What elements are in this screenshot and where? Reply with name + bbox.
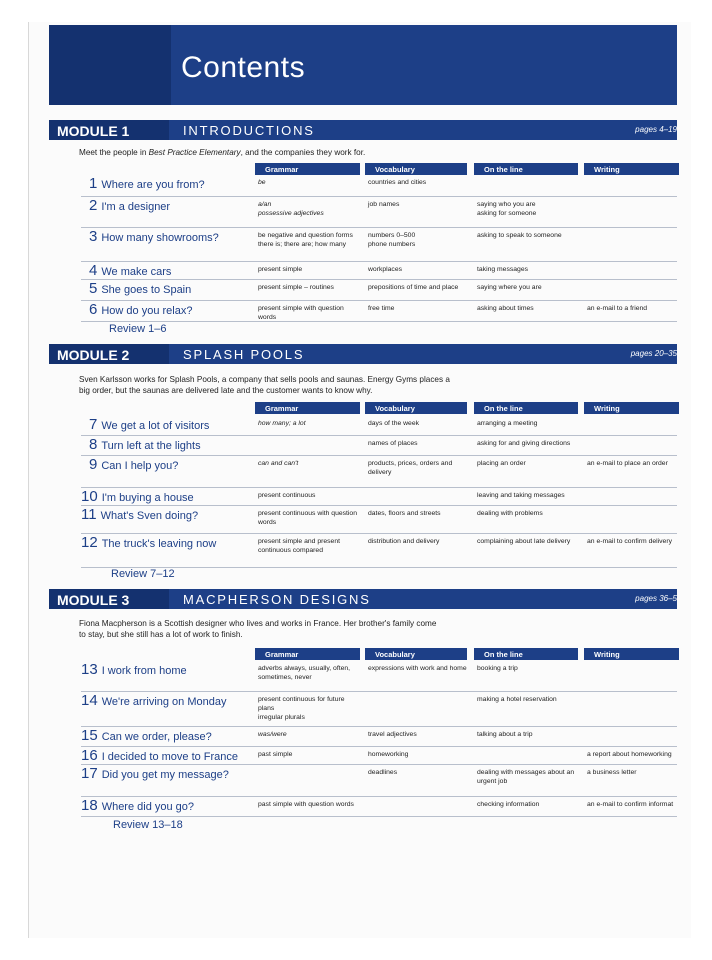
column-header-grammar [255, 648, 360, 660]
unit-on-the-line: booking a trip [477, 665, 518, 672]
unit-vocabulary: travel adjectives [368, 731, 417, 738]
unit-grammar: present simple with question words [258, 305, 344, 321]
unit-title[interactable] [81, 765, 229, 783]
unit-name: Where did you go? [101, 801, 195, 813]
unit-on-the-line: talking about a trip [477, 731, 533, 738]
column-header-label: Grammar [265, 650, 299, 659]
module-intro [79, 618, 439, 640]
unit-title[interactable] [81, 692, 226, 710]
unit-vocabulary: products, prices, orders and delivery [368, 460, 453, 476]
unit-title[interactable] [89, 228, 219, 246]
unit-number: 11 [81, 506, 97, 523]
unit-name: I'm buying a house [101, 492, 194, 504]
unit-vocabulary: deadlines [368, 769, 398, 776]
column-header-label: Grammar [265, 404, 299, 413]
unit-vocabulary: dates, floors and streets [368, 510, 441, 517]
unit-name: Where are you from? [101, 179, 205, 191]
column-header-on-the-line [474, 402, 578, 414]
module-pages: pages 4–19 [635, 125, 677, 134]
unit-on-the-line: saying where you are [477, 284, 542, 291]
unit-title[interactable] [89, 197, 170, 215]
unit-title[interactable] [81, 747, 238, 765]
unit-on-the-line: complaining about late delivery [477, 538, 571, 545]
unit-writing: a business letter [587, 769, 637, 776]
module-header [49, 589, 677, 609]
column-header-grammar [255, 402, 360, 414]
unit-name: We make cars [101, 266, 172, 278]
unit-title[interactable] [81, 534, 216, 552]
unit-number: 4 [89, 262, 98, 279]
column-header-label: On the line [484, 165, 523, 174]
module-pages: pages 20–35 [630, 349, 677, 358]
unit-title[interactable] [89, 175, 205, 193]
module-number-block [49, 344, 169, 364]
unit-name: I work from home [101, 665, 187, 677]
unit-on-the-line: saying who you are asking for someone [477, 201, 537, 217]
column-header-writing [584, 648, 679, 660]
unit-on-the-line: making a hotel reservation [477, 696, 557, 703]
unit-grammar: can and can't [258, 460, 299, 467]
unit-vocabulary: expressions with work and home [368, 665, 467, 672]
unit-number: 7 [89, 416, 98, 433]
unit-title[interactable] [89, 262, 171, 280]
module-intro-text: Fiona Macpherson is a Scottish designer who lives and works in France. Her brother's family come to stay, but she still has a lot of work to finish. [79, 619, 437, 639]
unit-number: 15 [81, 727, 98, 744]
banner-dark-block [49, 25, 171, 105]
unit-title[interactable] [89, 301, 192, 319]
contents-page [28, 22, 691, 938]
unit-vocabulary: free time [368, 305, 395, 312]
module-name: INTRODUCTIONS [183, 123, 315, 138]
module-intro-text: Meet the people in [79, 148, 149, 157]
unit-on-the-line: taking messages [477, 266, 529, 273]
unit-number: 6 [89, 301, 98, 318]
unit-on-the-line: dealing with messages about an urgent job [477, 769, 575, 785]
module-name: MACPHERSON DESIGNS [183, 592, 371, 607]
unit-name: The truck's leaving now [101, 538, 217, 550]
module-number-block [49, 589, 169, 609]
unit-name: We get a lot of visitors [101, 420, 210, 432]
unit-title[interactable] [89, 280, 191, 298]
module-label: MODULE 3 [57, 592, 130, 608]
column-header-label: Writing [594, 650, 620, 659]
unit-grammar: adverbs always, usually, often, sometimes, never [258, 665, 351, 681]
unit-vocabulary: workplaces [368, 266, 402, 273]
module-name: SPLASH POOLS [183, 347, 305, 362]
column-header-label: On the line [484, 404, 523, 413]
unit-number: 10 [81, 488, 98, 505]
unit-title[interactable] [89, 456, 178, 474]
unit-name: I'm a designer [101, 201, 171, 213]
unit-grammar: was/were [258, 731, 287, 738]
column-header-vocabulary [365, 402, 467, 414]
unit-grammar: present simple – routines [258, 284, 334, 291]
unit-number: 9 [89, 456, 98, 473]
unit-on-the-line: checking information [477, 801, 540, 808]
unit-grammar: present continuous with question words [258, 510, 357, 526]
unit-vocabulary: homeworking [368, 751, 409, 758]
unit-on-the-line: arranging a meeting [477, 420, 538, 427]
unit-on-the-line: dealing with problems [477, 510, 543, 517]
column-header-label: Vocabulary [375, 404, 415, 413]
unit-name: Can I help you? [101, 460, 179, 472]
unit-writing: an e-mail to confirm informat [587, 801, 674, 808]
unit-number: 1 [89, 175, 98, 192]
column-header-label: Grammar [265, 165, 299, 174]
unit-grammar: present continuous [258, 492, 316, 499]
column-header-label: Vocabulary [375, 165, 415, 174]
unit-name: I decided to move to France [101, 751, 239, 763]
module-intro [79, 374, 459, 396]
unit-grammar: present simple [258, 266, 303, 273]
module-review[interactable]: Review 13–18 [113, 819, 183, 831]
unit-name: She goes to Spain [101, 284, 192, 296]
unit-grammar: be negative and question forms there is; there are; how many [258, 232, 353, 248]
contents-banner [49, 25, 677, 105]
unit-writing: an e-mail to confirm delivery [587, 538, 672, 545]
module-review[interactable]: Review 7–12 [111, 568, 175, 580]
unit-name: How many showrooms? [101, 232, 219, 244]
unit-on-the-line: asking about times [477, 305, 534, 312]
column-header-label: On the line [484, 650, 523, 659]
module-intro [79, 147, 479, 158]
unit-name: How do you relax? [101, 305, 193, 317]
unit-number: 16 [81, 747, 98, 764]
unit-number: 12 [81, 534, 98, 551]
column-header-on-the-line [474, 648, 578, 660]
unit-vocabulary: names of places [368, 440, 418, 447]
module-review[interactable]: Review 1–6 [109, 323, 167, 335]
unit-number: 3 [89, 228, 98, 245]
unit-number: 13 [81, 661, 98, 678]
unit-number: 8 [89, 436, 98, 453]
unit-writing: an e-mail to a friend [587, 305, 648, 312]
unit-on-the-line: asking to speak to someone [477, 232, 562, 239]
unit-title[interactable] [81, 661, 187, 679]
unit-on-the-line: asking for and giving directions [477, 440, 571, 447]
column-header-label: Writing [594, 404, 620, 413]
module-header [49, 344, 677, 364]
unit-on-the-line: placing an order [477, 460, 526, 467]
unit-name: We're arriving on Monday [101, 696, 227, 708]
unit-name: Turn left at the lights [101, 440, 201, 452]
unit-vocabulary: numbers 0–500 phone numbers [368, 232, 416, 248]
unit-vocabulary: days of the week [368, 420, 420, 427]
module-header [49, 120, 677, 140]
unit-title[interactable] [89, 416, 209, 434]
column-header-label: Writing [594, 165, 620, 174]
unit-grammar: present simple and present continuous compared [258, 538, 340, 554]
unit-name: Can we order, please? [101, 731, 212, 743]
unit-title[interactable] [81, 488, 194, 506]
module-pages: pages 36–5 [635, 594, 677, 603]
unit-grammar: past simple with question words [258, 801, 354, 808]
module-intro-text: Sven Karlsson works for Splash Pools, a company that sells pools and saunas. Energy Gyms places a big order, but the saunas are delivered late and the customer wants to know why. [79, 375, 450, 395]
unit-vocabulary: countries and cities [368, 179, 427, 186]
unit-number: 17 [81, 765, 98, 782]
unit-number: 2 [89, 197, 98, 214]
column-header-vocabulary [365, 648, 467, 660]
unit-grammar: be [258, 179, 266, 186]
module-intro-text: , and the companies they work for. [240, 148, 366, 157]
unit-vocabulary: prepositions of time and place [368, 284, 459, 291]
unit-name: What's Sven doing? [100, 510, 199, 522]
page-title: Contents [181, 51, 306, 84]
module-label: MODULE 2 [57, 347, 130, 363]
module-number-block [49, 120, 169, 140]
unit-title[interactable] [81, 797, 194, 815]
column-header-label: Vocabulary [375, 650, 415, 659]
unit-number: 5 [89, 280, 98, 297]
unit-title[interactable] [81, 727, 212, 745]
unit-grammar: present continuous for future plans irregular plurals [258, 696, 345, 721]
unit-vocabulary: job names [368, 201, 400, 208]
module-label: MODULE 1 [57, 123, 130, 139]
unit-grammar: how many; a lot [258, 420, 306, 427]
unit-vocabulary: distribution and delivery [368, 538, 440, 545]
unit-grammar: past simple [258, 751, 293, 758]
unit-writing: a report about homeworking [587, 751, 672, 758]
unit-on-the-line: leaving and taking messages [477, 492, 565, 499]
unit-number: 18 [81, 797, 98, 814]
column-header-writing [584, 402, 679, 414]
unit-number: 14 [81, 692, 98, 709]
module-intro-text: Best Practice Elementary [148, 148, 241, 157]
unit-title[interactable] [89, 436, 201, 454]
unit-title[interactable] [81, 506, 198, 524]
unit-writing: an e-mail to place an order [587, 460, 668, 467]
unit-name: Did you get my message? [101, 769, 229, 781]
unit-grammar: a/an possessive adjectives [258, 201, 324, 217]
